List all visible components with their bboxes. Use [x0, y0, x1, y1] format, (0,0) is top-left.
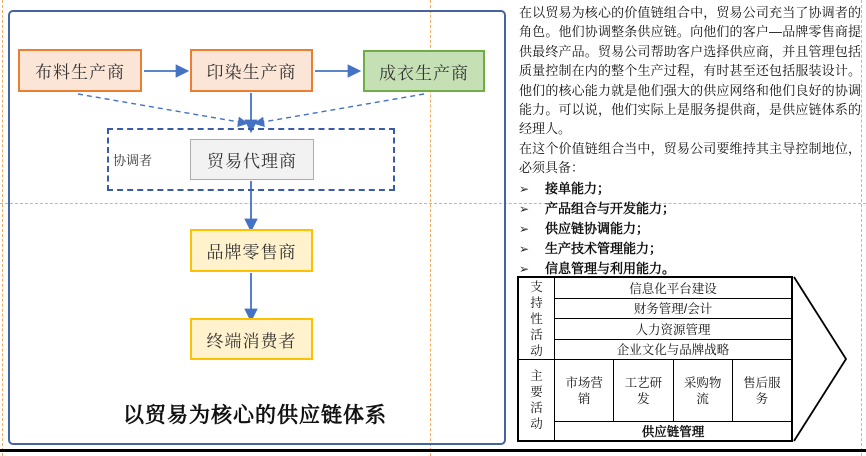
- bullet-label: 信息管理与利用能力。: [545, 261, 676, 277]
- value-chain-diagram: [517, 276, 793, 442]
- main-activities-header: 主要活动: [519, 360, 555, 440]
- bullet-label: 供应链协调能力；: [545, 221, 650, 237]
- support-rows: [555, 278, 791, 359]
- list-item: [519, 219, 861, 239]
- list-item: [519, 199, 861, 219]
- description-text-block: [519, 3, 861, 280]
- support-row: 信息化平台建设: [555, 278, 791, 299]
- flow-box-dyeing-producer: 印染生产商: [190, 49, 313, 92]
- list-item: [519, 239, 861, 259]
- bullet-label: 产品组合与开发能力；: [545, 200, 676, 216]
- support-row: 财务管理/会计: [555, 299, 791, 320]
- paragraph-intro: 在以贸易为核心的价值链组合中，贸易公司充当了协调者的角色。他们协调整条供应链。向他们的客户—品牌零售商提供最终产品。贸易公司帮助客户选择供应商，并且管理包括质量控制在内的整个生产过程，有时甚至还包括服装设计。他们的核心能力就是他们强大的供应网络和他们良好的协调能力。可以说，他们实际上是服务提供商，是供应链体系的经理人。: [519, 5, 861, 137]
- diagram-title: 以贸易为核心的供应链体系: [123, 404, 387, 427]
- list-item: [519, 179, 861, 199]
- bullet-label: 接单能力；: [545, 180, 611, 196]
- arrow-bullet-icon: ➢: [519, 222, 530, 237]
- flow-box-fabric-producer: 布料生产商: [18, 49, 142, 92]
- bottom-divider-line: [0, 449, 866, 452]
- arrow-bullet-icon: ➢: [519, 181, 530, 196]
- flow-box-end-consumer: 终端消费者: [190, 318, 313, 360]
- capability-bullet-list: [519, 179, 861, 280]
- support-activities-header: 支持性活动: [519, 278, 555, 359]
- arrow-bullet-icon: ➢: [519, 201, 530, 216]
- guide-line-vertical-left: [2, 0, 3, 456]
- main-rows: [555, 360, 791, 440]
- supply-chain-management-row: 供应链管理: [641, 425, 705, 439]
- main-cell: 采购物流: [674, 360, 733, 421]
- value-chain-support-section: [519, 278, 791, 360]
- flow-box-trade-agent: 贸易代理商: [190, 139, 314, 180]
- arrow-bullet-icon: ➢: [519, 262, 530, 277]
- guide-line-vertical-right: [861, 0, 862, 456]
- support-row: 人力资源管理: [555, 319, 791, 340]
- main-cell: 工艺研发: [614, 360, 673, 421]
- flow-box-garment-producer: 成衣生产商: [363, 50, 485, 92]
- flow-box-brand-retailer: 品牌零售商: [190, 229, 313, 272]
- main-cell: 市场营销: [555, 360, 614, 421]
- coordinator-label: 协调者: [113, 153, 153, 168]
- bullet-label: 生产技术管理能力；: [545, 241, 663, 257]
- paragraph-requirements: 在这个价值链组合当中，贸易公司要维持其主导控制地位，必须具备：: [519, 140, 861, 176]
- value-chain-main-section: [519, 360, 791, 440]
- support-row: 企业文化与品牌战略: [616, 343, 730, 358]
- arrow-bullet-icon: ➢: [519, 242, 530, 257]
- main-cell: 售后服务: [743, 375, 781, 406]
- main-cells: [555, 360, 791, 422]
